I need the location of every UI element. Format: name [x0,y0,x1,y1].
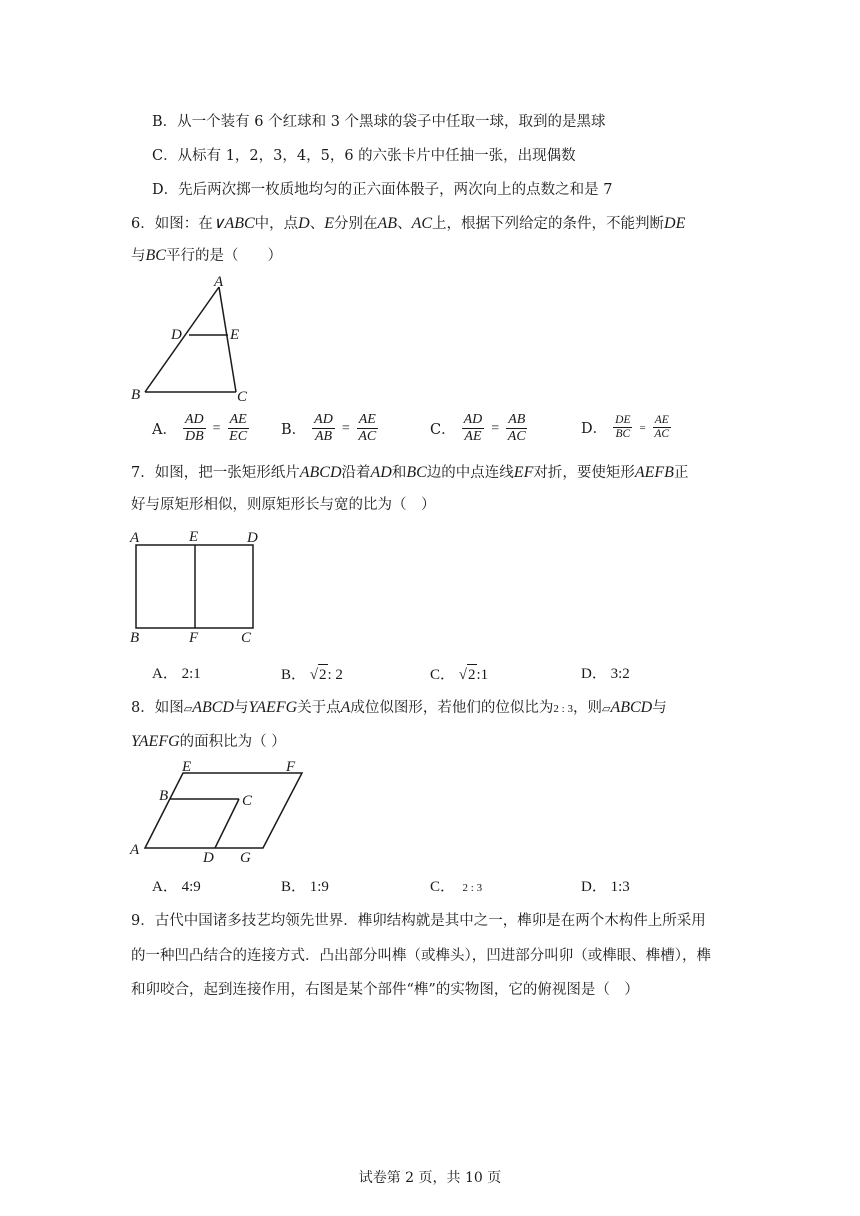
q6-triangle-figure [125,275,265,405]
label-a: A [130,842,140,858]
q7-rectangle-figure [125,525,275,650]
q9-stem-line1: 9．古代中国诸多技艺均领先世界．榫卯结构就是其中之一，榫卯是在两个木构件上所采用 [131,913,706,929]
q8-option-a: A． 4:9 [152,879,201,895]
label-f: F [189,630,199,646]
label-d: D [171,327,182,343]
label-d: D [203,850,214,866]
q6-option-a: A． $\frac{AD}{DB}$ = $\frac{AE}{EC}$ [152,412,248,444]
parallelogram-symbol: ▱ [601,703,611,715]
q6-stem-line2: 与BC平行的是（ ） [131,247,282,264]
q7-stem-line2: 好与原矩形相似，则原矩形长与宽的比为（ ） [131,497,436,513]
label-a: A [214,275,224,290]
q7-stem-line1: 7．如图，把一张矩形纸片ABCD沿着AD和BC边的中点连线EF对折，要使矩形AEFB正 [131,464,689,481]
q8-stem-line1: 8．如图▱ABCD与YAEFG关于点A成位似图形，若他们的位似比为2 : 3，则▱ABCD与 [131,699,667,716]
q6-option-c: C． $\frac{AD}{AE}$ = $\frac{AB}{AC}$ [430,412,526,444]
q5-option-d: D．先后两次掷一枚质地均匀的正六面体骰子，两次向上的点数之和是 7 [152,182,613,198]
label-f: F [286,759,296,775]
q5-option-c: C．从标有 1，2，3，4，5，6 的六张卡片中任抽一张，出现偶数 [152,148,576,164]
label-e: E [182,759,192,775]
parallelogram-symbol: ▱ [183,703,193,715]
q9-stem-line2: 的一种凹凸结合的连接方式．凸出部分叫榫（或榫头），凹进部分叫卯（或榫眼、榫槽），榫 [131,948,711,964]
q8-stem-line2: YAEFG的面积比为（ ） [131,733,286,750]
label-b: B [131,387,141,403]
q8-parallelogram-figure [125,757,335,867]
q7-option-b: B． √2: 2 [281,664,343,685]
q8-option-b: B． 1:9 [281,879,329,895]
page-footer: 试卷第 2 页，共 10 页 [358,1170,502,1186]
label-d: D [247,530,258,546]
label-e: E [230,327,240,343]
label-g: G [240,850,251,866]
q8-option-c: C． 2 : 3 [430,879,483,895]
label-b: B [130,630,140,646]
q6-stem-line1: 6．如图：在∨ABC中，点D、E分别在AB、AC上，根据下列给定的条件，不能判断DE [131,215,686,232]
q7-option-c: C． √2:1 [430,664,488,685]
label-a: A [130,530,140,546]
q9-stem-line3: 和卯咬合，起到连接作用，右图是某个部件“榫”的实物图，它的俯视图是（ ） [131,982,639,998]
q5-option-b: B．从一个装有 6 个红球和 3 个黑球的袋子中任取一球，取到的是黑球 [152,114,606,130]
label-e: E [189,529,199,545]
label-c: C [242,793,253,809]
q7-option-d: D． 3:2 [581,666,630,682]
q7-option-a: A． 2:1 [152,666,201,682]
triangle-abc: ∨ABC [212,215,255,232]
label-c: C [237,389,248,405]
label-b: B [159,788,169,804]
q8-option-d: D． 1:3 [581,879,630,895]
q6-option-b: B． $\frac{AD}{AB}$ = $\frac{AE}{AC}$ [281,412,377,444]
label-c: C [241,630,252,646]
q6-option-d: D． $\frac{DE}{BC}$ = $\frac{AE}{AC}$ [581,414,670,440]
